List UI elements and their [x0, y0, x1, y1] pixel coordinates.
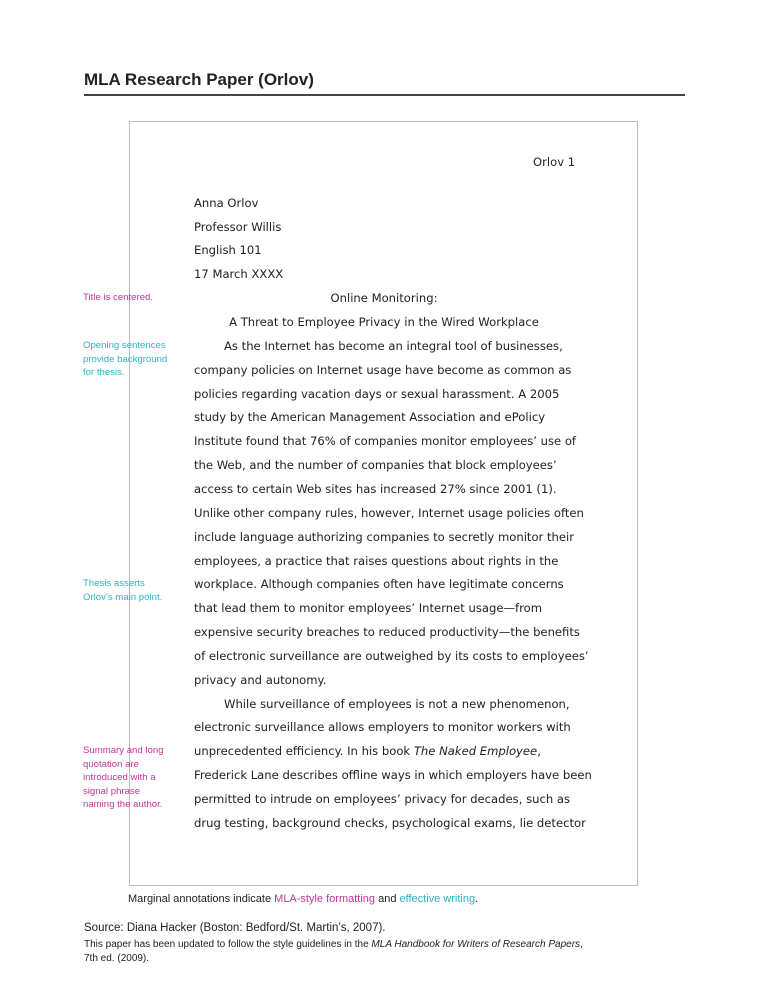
paper-title-line-2: A Threat to Employee Privacy in the Wired Workplace	[229, 315, 539, 329]
annotation-thesis	[83, 577, 178, 604]
annotation-line: provide background	[83, 353, 168, 365]
caption-mla-formatting: MLA-style formatting	[274, 893, 376, 905]
student-name: Anna Orlov	[194, 196, 259, 210]
body-line: access to certain Web sites has increased 27% since 2001 (1).	[194, 482, 557, 496]
update-note	[84, 938, 684, 966]
book-title-punctuation: ,	[537, 744, 541, 758]
update-text: This paper has been updated to follow the style guidelines in the	[84, 939, 372, 950]
body-line: company policies on Internet usage have become as common as	[194, 363, 572, 377]
body-line: Institute found that 76% of companies monitor employees’ use of	[194, 434, 577, 448]
body-line: Unlike other company rules, however, Internet usage policies often	[194, 506, 584, 520]
body-line: the Web, and the number of companies that block employees’	[194, 458, 557, 472]
body-line-text: unprecedented efficiency. In his book	[194, 744, 411, 758]
annotation-line: for thesis.	[83, 367, 125, 378]
paper-date: 17 March XXXX	[194, 267, 284, 281]
body-line: Frederick Lane describes offline ways in which employers have been	[194, 768, 592, 782]
caption-text: Marginal annotations indicate	[128, 893, 275, 905]
body-line: study by the American Management Association and ePolicy	[194, 410, 546, 424]
caption-effective-writing: effective writing	[399, 893, 476, 905]
handbook-title: MLA Handbook for Writers of Research Papers	[371, 939, 581, 950]
body-line: policies regarding vacation days or sexual harassment. A 2005	[194, 387, 560, 401]
annotation-legend-caption	[128, 893, 478, 905]
caption-text: and	[375, 893, 400, 905]
paper-title-line-1: Online Monitoring:	[330, 291, 438, 305]
body-line: electronic surveillance allows employers to monitor workers with	[194, 720, 571, 734]
body-line: While surveillance of employees is not a new phenomenon,	[224, 697, 570, 711]
running-head: Orlov 1	[533, 155, 576, 169]
body-line: that lead them to monitor employees’ Internet usage—from	[194, 601, 543, 615]
annotation-line: Thesis asserts	[83, 578, 145, 589]
update-note-line-1	[84, 938, 684, 952]
annotation-line: quotation are	[83, 758, 140, 770]
heading-rule	[84, 94, 685, 96]
body-line: of electronic surveillance are outweighed by its costs to employees’	[194, 649, 589, 663]
body-line-with-book-title	[194, 744, 541, 758]
instructor-name: Professor Willis	[194, 220, 282, 234]
annotation-line: introduced with a	[83, 772, 156, 783]
annotation-summary-quotation	[83, 744, 178, 812]
course-name: English 101	[194, 243, 262, 257]
body-line: permitted to intrude on employees’ privacy for decades, such as	[194, 792, 571, 806]
annotation-line: Summary and long	[83, 745, 164, 756]
body-line: drug testing, background checks, psychological exams, lie detector	[194, 816, 586, 830]
annotation-line: naming the author.	[83, 799, 163, 810]
body-line: As the Internet has become an integral tool of businesses,	[224, 339, 563, 353]
body-line: employees, a practice that raises questions about rights in the	[194, 554, 559, 568]
body-line: expensive security breaches to reduced productivity—the benefits	[194, 625, 580, 639]
annotation-line: Orlov’s main point.	[83, 591, 163, 603]
caption-text: .	[475, 893, 479, 905]
update-text: ,	[580, 939, 583, 950]
document-heading: MLA Research Paper (Orlov)	[84, 70, 314, 89]
body-line: privacy and autonomy.	[194, 673, 327, 687]
annotation-line: signal phrase	[83, 785, 141, 797]
annotation-title-centered	[83, 291, 178, 305]
update-note-line-2: 7th ed. (2009).	[84, 953, 150, 964]
body-line: include language authorizing companies to secretly monitor their	[194, 530, 575, 544]
body-line: workplace. Although companies often have legitimate concerns	[194, 577, 564, 591]
annotation-line: Title is centered.	[83, 292, 154, 303]
annotation-opening-sentences	[83, 339, 178, 380]
source-line: Source: Diana Hacker (Boston: Bedford/St. Martin’s, 2007).	[84, 922, 386, 934]
book-title: The Naked Employee	[413, 744, 538, 758]
annotation-line: Opening sentences	[83, 340, 166, 351]
